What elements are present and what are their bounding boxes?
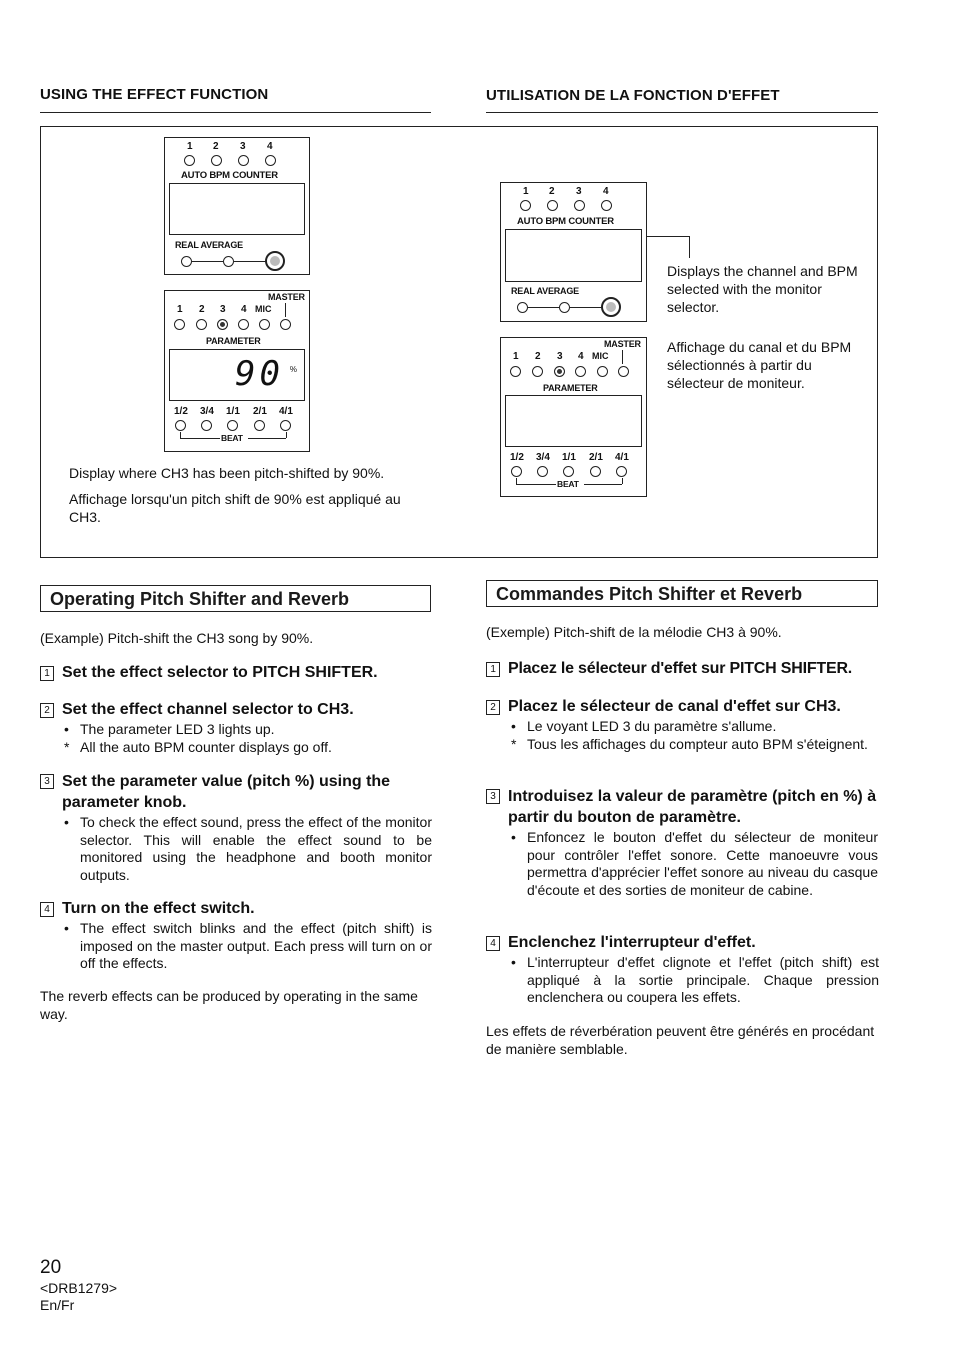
- param-value-display: 90: [235, 354, 284, 394]
- header-left-title: USING THE EFFECT FUNCTION: [40, 86, 269, 103]
- beat-led-2: [201, 420, 212, 431]
- param-led-master: [280, 319, 291, 330]
- r-beat-led-5: [616, 466, 627, 477]
- average-led: [223, 256, 234, 267]
- step-1-number: 1: [40, 666, 54, 681]
- note-text: To check the effect sound, press the effect of the monitor selector. This will enable the effect sound to be monitored using the headphone and booth monitor outputs.: [80, 814, 432, 883]
- step-2-text-fr: Placez le sélecteur de canal d'effet sur CH3.: [508, 698, 841, 715]
- step-4-text: Turn on the effect switch.: [62, 900, 255, 917]
- r-param-led-mic: [597, 366, 608, 377]
- master-label: MASTER: [268, 292, 305, 302]
- page-number: 20: [40, 1257, 62, 1278]
- parameter-label: PARAMETER: [206, 336, 261, 346]
- r-ch-num-4: 4: [603, 186, 609, 197]
- step-2-number-fr: 2: [486, 700, 500, 715]
- list-item: • L'interrupteur d'effet clignote et l'effet (pitch shift) est appliqué à la sortie principale. Chaque pression enclenchera ou coupera les effets.: [511, 954, 879, 1005]
- beat-frac-2: 3/4: [200, 406, 214, 417]
- example-fr: (Exemple) Pitch-shift de la mélodie CH3 à 90%.: [486, 624, 782, 640]
- header-right-title: UTILISATION DE LA FONCTION D'EFFET: [486, 87, 780, 104]
- step-3-text: Set the parameter value (pitch %) using the parameter knob.: [62, 773, 391, 811]
- note-text: Le voyant LED 3 du paramètre s'allume.: [527, 718, 777, 734]
- figure-caption-en: Display where CH3 has been pitch-shifted by 90%.: [69, 465, 385, 481]
- r-real-led: [517, 302, 528, 313]
- step-1-number-fr: 1: [486, 662, 500, 677]
- r-param-num-3: 3: [557, 351, 563, 362]
- parameter-panel-left: [164, 290, 310, 452]
- step-3-notes-fr: [505, 829, 878, 899]
- real-led: [181, 256, 192, 267]
- step-4-en: [40, 898, 431, 919]
- step-3-en: [40, 771, 432, 813]
- beat-led-1: [175, 420, 186, 431]
- r-param-led-master: [618, 366, 629, 377]
- closing-en: The reverb effects can be produced by operating in the same way.: [40, 988, 418, 1022]
- r-ch-led-3: [574, 200, 585, 211]
- r-beat-frac-3: 1/1: [562, 452, 576, 463]
- step-4-text-fr: Enclenchez l'interrupteur d'effet.: [508, 934, 756, 951]
- real-average-label: REAL AVERAGE: [175, 240, 243, 250]
- list-item: • Le voyant LED 3 du paramètre s'allume.: [511, 718, 777, 734]
- r-beat-frac-2: 3/4: [536, 452, 550, 463]
- list-item: • The parameter LED 3 lights up.: [64, 721, 275, 737]
- step-2-fr: [486, 696, 886, 717]
- r-average-led: [559, 302, 570, 313]
- step-2-text: Set the effect channel selector to CH3.: [62, 701, 354, 718]
- r-beat-frac-4: 2/1: [589, 452, 603, 463]
- r-beat-led-1: [511, 466, 522, 477]
- param-led-1: [174, 319, 185, 330]
- note-text: The effect switch blinks and the effect (pitch shift) is imposed on the master output. Each press will turn on or off the effects.: [80, 920, 432, 971]
- param-num-2: 2: [199, 304, 205, 315]
- r-ch-led-1: [520, 200, 531, 211]
- beat-led-3: [227, 420, 238, 431]
- callout-line-h: [647, 236, 689, 237]
- beat-led-5: [280, 420, 291, 431]
- r-param-led-4: [575, 366, 586, 377]
- r-beat-label: BEAT: [557, 479, 579, 489]
- r-real-average-label: REAL AVERAGE: [511, 286, 579, 296]
- callout-text-en: Displays the channel and BPM selected with the monitor selector.: [667, 263, 858, 315]
- r-param-num-4: 4: [578, 351, 584, 362]
- r-beat-bracket-right: [622, 478, 623, 484]
- list-item: • To check the effect sound, press the effect of the monitor selector. This will enable the effect sound to be monitored using the headphone and booth monitor outputs.: [64, 814, 432, 883]
- bpm-counter-panel-right: [500, 182, 647, 322]
- ch-num-3: 3: [240, 141, 246, 152]
- ch-led-2: [211, 155, 222, 166]
- header-right-rule: [486, 112, 878, 113]
- percent-sign: %: [289, 365, 297, 374]
- figure-caption-fr: Affichage lorsqu'un pitch shift de 90% est appliqué au CH3.: [69, 491, 401, 525]
- ch-led-4: [265, 155, 276, 166]
- step-2-number: 2: [40, 703, 54, 718]
- ch-num-1: 1: [187, 141, 193, 152]
- doc-code: <DRB1279>: [40, 1280, 118, 1296]
- callout-text-fr: Affichage du canal et du BPM sélectionnés à partir du sélecteur de moniteur.: [667, 339, 852, 391]
- beat-bracket-right: [286, 432, 287, 438]
- beat-frac-5: 4/1: [279, 406, 293, 417]
- language-code: En/Fr: [40, 1297, 75, 1313]
- r-beat-bracket-line-left: [516, 484, 556, 485]
- note-text: All the auto BPM counter displays go off.: [80, 738, 332, 755]
- step-3-fr: [486, 786, 878, 828]
- mic-label: MIC: [255, 304, 272, 314]
- step-1-text: Set the effect selector to PITCH SHIFTER.: [62, 664, 378, 681]
- r-param-num-2: 2: [535, 351, 541, 362]
- r-param-led-2: [532, 366, 543, 377]
- r-ch-num-3: 3: [576, 186, 582, 197]
- param-led-mic: [259, 319, 270, 330]
- note-text: L'interrupteur d'effet clignote et l'effet (pitch shift) est appliqué à la sortie principale. Chaque pression enclenchera ou coupera les effets.: [527, 954, 879, 1005]
- beat-frac-1: 1/2: [174, 406, 188, 417]
- r-beat-led-4: [590, 466, 601, 477]
- beat-label: BEAT: [221, 433, 243, 443]
- beat-frac-3: 1/1: [226, 406, 240, 417]
- auto-bpm-label: AUTO BPM COUNTER: [181, 170, 278, 181]
- r-mic-label: MIC: [592, 351, 609, 361]
- bpm-knob-icon: [265, 251, 285, 271]
- example-en: (Example) Pitch-shift the CH3 song by 90%.: [40, 630, 314, 646]
- step-4-number-fr: 4: [486, 936, 500, 951]
- r-auto-bpm-label: AUTO BPM COUNTER: [517, 216, 614, 227]
- section-title-box-en: [40, 585, 431, 612]
- master-tick: [285, 303, 286, 317]
- param-num-4: 4: [241, 304, 247, 315]
- beat-bracket-line-left: [180, 438, 220, 439]
- r-beat-frac-5: 4/1: [615, 452, 629, 463]
- step-2-en: [40, 699, 431, 720]
- step-2-notes-fr: [505, 718, 878, 753]
- step-4-notes-en: [58, 920, 432, 973]
- r-parameter-label: PARAMETER: [543, 383, 598, 393]
- real-average-line-1: [192, 261, 223, 262]
- r-ch-num-2: 2: [549, 186, 555, 197]
- ch-num-2: 2: [213, 141, 219, 152]
- step-1-text-fr: Placez le sélecteur d'effet sur PITCH SHIFTER.: [508, 660, 853, 677]
- step-3-number-fr: 3: [486, 789, 500, 804]
- beat-led-4: [254, 420, 265, 431]
- param-led-2: [196, 319, 207, 330]
- step-3-number: 3: [40, 774, 54, 789]
- r-ch-led-2: [547, 200, 558, 211]
- r-param-led-3-lit: [554, 366, 565, 377]
- step-1-en: [40, 662, 431, 683]
- step-2-notes-en: [58, 721, 431, 756]
- r-master-tick: [622, 350, 623, 364]
- r-beat-frac-1: 1/2: [510, 452, 524, 463]
- beat-frac-4: 2/1: [253, 406, 267, 417]
- section-title-en: Operating Pitch Shifter and Reverb: [50, 589, 350, 609]
- step-3-text-fr: Introduisez la valeur de paramètre (pitch en %) à partir du bouton de paramètre.: [508, 788, 877, 826]
- r-real-average-line-1: [528, 307, 559, 308]
- param-led-4: [238, 319, 249, 330]
- r-beat-bracket-line-right: [584, 484, 622, 485]
- bpm-screen: [169, 183, 305, 235]
- real-average-line-2: [234, 261, 266, 262]
- header-left-rule: [40, 112, 431, 113]
- r-master-label: MASTER: [604, 339, 641, 349]
- r-ch-num-1: 1: [523, 186, 529, 197]
- note-text: Enfoncez le bouton d'effet du sélecteur de moniteur pour contrôler l'effet sonore. Cette manoeuvre vous permettra d'apprécier l'effet sonore au niveau du casque d'écoute et des sorties de moniteur de cabine.: [527, 829, 878, 898]
- r-parameter-screen: [505, 395, 642, 447]
- section-title-fr: Commandes Pitch Shifter et Reverb: [496, 584, 803, 604]
- beat-bracket-line-right: [248, 438, 286, 439]
- step-1-fr: [486, 658, 886, 679]
- callout-line-v: [689, 236, 690, 258]
- param-num-1: 1: [177, 304, 183, 315]
- list-item: • The effect switch blinks and the effect (pitch shift) is imposed on the master output. Each press will turn on or off the effects.: [64, 920, 432, 971]
- step-4-number: 4: [40, 902, 54, 917]
- r-real-average-line-2: [570, 307, 602, 308]
- r-bpm-screen: [505, 229, 642, 282]
- note-text: Tous les affichages du compteur auto BPM s'éteignent.: [527, 735, 868, 752]
- ch-led-1: [184, 155, 195, 166]
- closing-fr: Les effets de réverbération peuvent être générés en procédant de manière semblable.: [486, 1023, 875, 1057]
- r-ch-led-4: [601, 200, 612, 211]
- note-text: The parameter LED 3 lights up.: [80, 721, 275, 737]
- parameter-panel-right: [500, 337, 647, 497]
- bpm-counter-panel-left: [164, 137, 310, 275]
- r-param-led-1: [510, 366, 521, 377]
- ch-num-4: 4: [267, 141, 273, 152]
- step-4-notes-fr: [505, 954, 879, 1007]
- ch-led-3: [238, 155, 249, 166]
- section-title-box-fr: [486, 580, 878, 607]
- param-num-3: 3: [220, 304, 226, 315]
- step-4-fr: [486, 932, 878, 953]
- r-beat-led-2: [537, 466, 548, 477]
- r-bpm-knob-icon: [601, 297, 621, 317]
- list-item: * Tous les affichages du compteur auto BPM s'éteignent.: [511, 735, 868, 752]
- r-param-num-1: 1: [513, 351, 519, 362]
- step-3-notes-en: [58, 814, 432, 884]
- param-led-3-lit: [217, 319, 228, 330]
- list-item: • Enfoncez le bouton d'effet du sélecteur de moniteur pour contrôler l'effet sonore. Cette manoeuvre vous permettra d'apprécier l'effet sonore au niveau du casque d'écoute et des sorties de moniteur de cabine.: [511, 829, 878, 898]
- list-item: * All the auto BPM counter displays go off.: [64, 738, 332, 755]
- r-beat-led-3: [563, 466, 574, 477]
- parameter-screen: [169, 349, 305, 401]
